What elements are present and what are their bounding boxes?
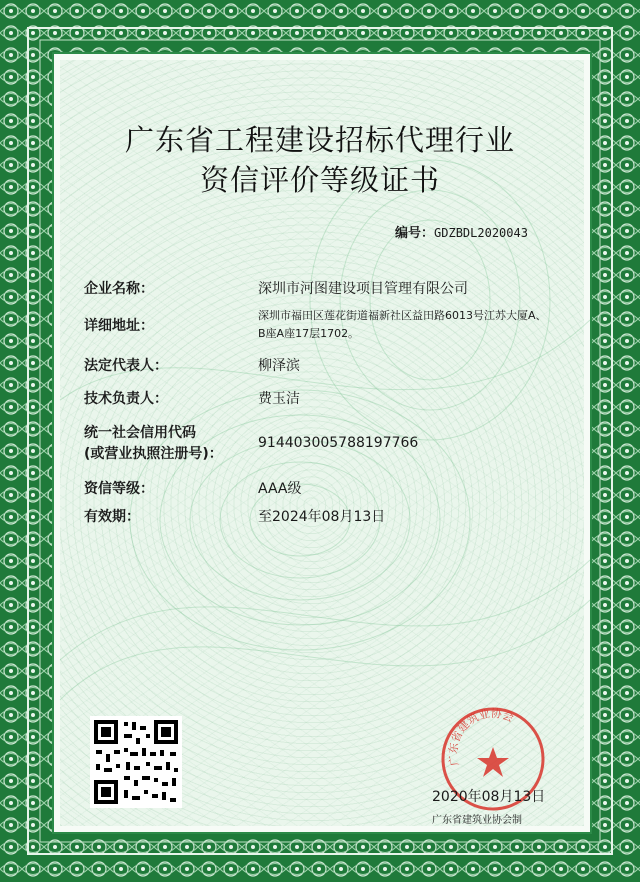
validity-value: 至2024年08月13日	[258, 509, 386, 525]
credit-code-label-line1: 统一社会信用代码	[84, 425, 196, 441]
seal-text: 广东省建筑业协会	[446, 706, 516, 767]
certificate-number-value: GDZBDL2020043	[434, 226, 528, 240]
credit-code-label-line2: (或营业执照注册号)：	[84, 446, 223, 462]
certificate-title-line1: 广东省工程建设招标代理行业	[124, 123, 515, 157]
legal-rep-value: 柳泽滨	[258, 358, 300, 374]
credit-code-value: 914403005788197766	[258, 435, 419, 451]
legal-rep-label: 法定代表人：	[84, 358, 168, 374]
grade-value: AAA级	[258, 481, 302, 497]
grade-label: 资信等级：	[84, 481, 154, 497]
certificate-number	[395, 222, 528, 243]
tech-lead-value: 费玉洁	[258, 391, 300, 407]
company-label: 企业名称：	[84, 281, 154, 297]
svg-text:广东省建筑业协会	[446, 706, 516, 767]
issue-date: 2020年08月13日	[432, 789, 546, 805]
qr-code	[90, 716, 182, 808]
validity-label: 有效期：	[84, 509, 140, 525]
address-label: 详细地址：	[84, 318, 154, 334]
tech-lead-label: 技术负责人：	[84, 391, 168, 407]
certificate-title-line2: 资信评价等级证书	[199, 163, 440, 197]
issuer-name: 广东省建筑业协会制	[432, 815, 522, 826]
certificate-number-label: 编号：	[395, 226, 435, 241]
address-value: 深圳市福田区莲花街道福新社区益田路6013号江苏大厦A、B座A座17层1702。	[258, 309, 547, 340]
company-value: 深圳市河图建设项目管理有限公司	[258, 281, 468, 297]
